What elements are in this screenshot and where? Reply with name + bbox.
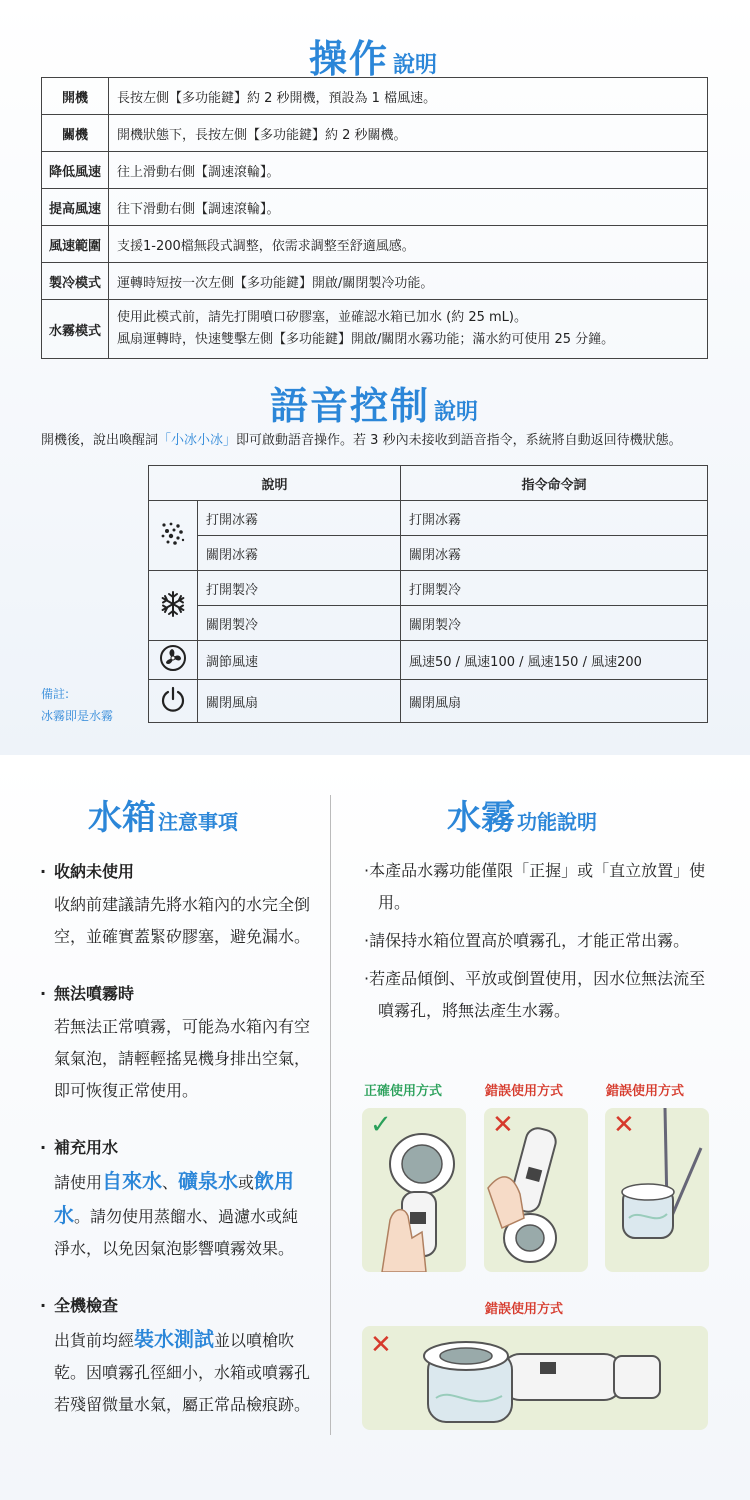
check-icon: ✓ bbox=[370, 1110, 392, 1140]
voice-row: 關閉風扇 關閉風扇 bbox=[149, 680, 708, 723]
column-divider bbox=[330, 795, 331, 1435]
tank-notes bbox=[40, 855, 310, 1445]
wrong-usage-label: 錯誤使用方式 bbox=[606, 1084, 685, 1099]
wrong-usage-image bbox=[362, 1326, 708, 1430]
list-item: · 無法噴霧時 若無法正常噴霧，可能為水箱內有空氣氣泡，請輕輕搖晃機身排出空氣，即可恢復正常使用。 bbox=[40, 984, 311, 1100]
list-item: ·若產品傾倒、平放或倒置使用，因水位無法流至噴霧孔，將無法產生水霧。 bbox=[364, 969, 706, 1020]
voice-row: 打開製冷 打開製冷 bbox=[149, 571, 708, 606]
list-item: · 收納未使用 收納前建議請先將水箱內的水完全倒空，並確實蓋緊矽膠塞，避免漏水。 bbox=[40, 862, 311, 946]
voice-row: 關閉冰霧 關閉冰霧 bbox=[149, 536, 708, 571]
operation-row: 開機 長按左側【多功能鍵】約 2 秒開機，預設為 1 檔風速。 bbox=[42, 78, 708, 115]
wrong-usage-label: 錯誤使用方式 bbox=[485, 1302, 564, 1317]
snowflake-icon bbox=[149, 571, 198, 641]
wrong-usage-image bbox=[605, 1108, 709, 1272]
voice-command-table bbox=[148, 465, 708, 723]
col-header-desc: 說明 bbox=[149, 466, 401, 501]
wrong-usage-image bbox=[484, 1108, 588, 1272]
correct-usage-label: 正確使用方式 bbox=[364, 1084, 443, 1099]
operation-row: 關機 開機狀態下，長按左側【多功能鍵】約 2 秒關機。 bbox=[42, 115, 708, 152]
list-item: · 補充用水 請使用自來水、礦泉水或飲用水。請勿使用蒸餾水、過濾水或純淨水，以免因氣泡影響噴霧效果。 bbox=[40, 1138, 299, 1258]
operation-row: 製冷模式 運轉時短按一次左側【多功能鍵】開啟/關閉製冷功能。 bbox=[42, 263, 708, 300]
fan-icon bbox=[149, 641, 198, 680]
voice-intro: 開機後，說出喚醒詞「小冰小冰」即可啟動語音操作。若 3 秒內未接收到語音指令，系統將自動返回待機狀態。 bbox=[41, 433, 682, 448]
list-item: ·本產品水霧功能僅限「正握」或「直立放置」使用。 bbox=[364, 861, 706, 912]
mist-notes bbox=[364, 855, 714, 1033]
operation-row: 水霧模式 使用此模式前，請先打開噴口矽膠塞，並確認水箱已加水 (約 25 mL)。 風扇運轉時，快速雙擊左側【多功能鍵】開啟/關閉水霧功能；滿水約可使用 25 分鐘。 bbox=[42, 300, 708, 359]
mist-icon bbox=[149, 501, 198, 571]
cross-icon: ✕ bbox=[492, 1110, 514, 1140]
voice-note: 備註: 冰霧即是水霧 bbox=[41, 687, 114, 723]
mist-title: 水霧 功能說明 bbox=[447, 798, 597, 838]
operation-table bbox=[41, 77, 708, 359]
correct-usage-image bbox=[362, 1108, 466, 1272]
operation-row: 降低風速 往上滑動右側【調速滾輪】。 bbox=[42, 152, 708, 189]
cross-icon: ✕ bbox=[370, 1330, 392, 1360]
wrong-usage-label: 錯誤使用方式 bbox=[485, 1084, 564, 1099]
list-item: · 全機檢查 出貨前均經裝水測試並以噴槍吹乾。因噴霧孔徑細小，水箱或噴霧孔若殘留微量水氣，屬正常品檢痕跡。 bbox=[40, 1296, 311, 1414]
power-icon bbox=[149, 680, 198, 723]
voice-row: 打開冰霧 打開冰霧 bbox=[149, 501, 708, 536]
voice-title: 語音控制 說明 bbox=[270, 384, 479, 428]
col-header-cmd: 指令命令詞 bbox=[401, 466, 708, 501]
tank-title: 水箱 注意事項 bbox=[88, 798, 238, 838]
voice-row: 調節風速 風速50 / 風速100 / 風速150 / 風速200 bbox=[149, 641, 708, 680]
operation-title: 操作 說明 bbox=[309, 37, 438, 81]
operation-row: 風速範圍 支援1-200檔無段式調整，依需求調整至舒適風感。 bbox=[42, 226, 708, 263]
operation-row: 提高風速 往下滑動右側【調速滾輪】。 bbox=[42, 189, 708, 226]
list-item: ·請保持水箱位置高於噴霧孔，才能正常出霧。 bbox=[364, 931, 690, 950]
voice-row: 關閉製冷 關閉製冷 bbox=[149, 606, 708, 641]
cross-icon: ✕ bbox=[613, 1110, 635, 1140]
